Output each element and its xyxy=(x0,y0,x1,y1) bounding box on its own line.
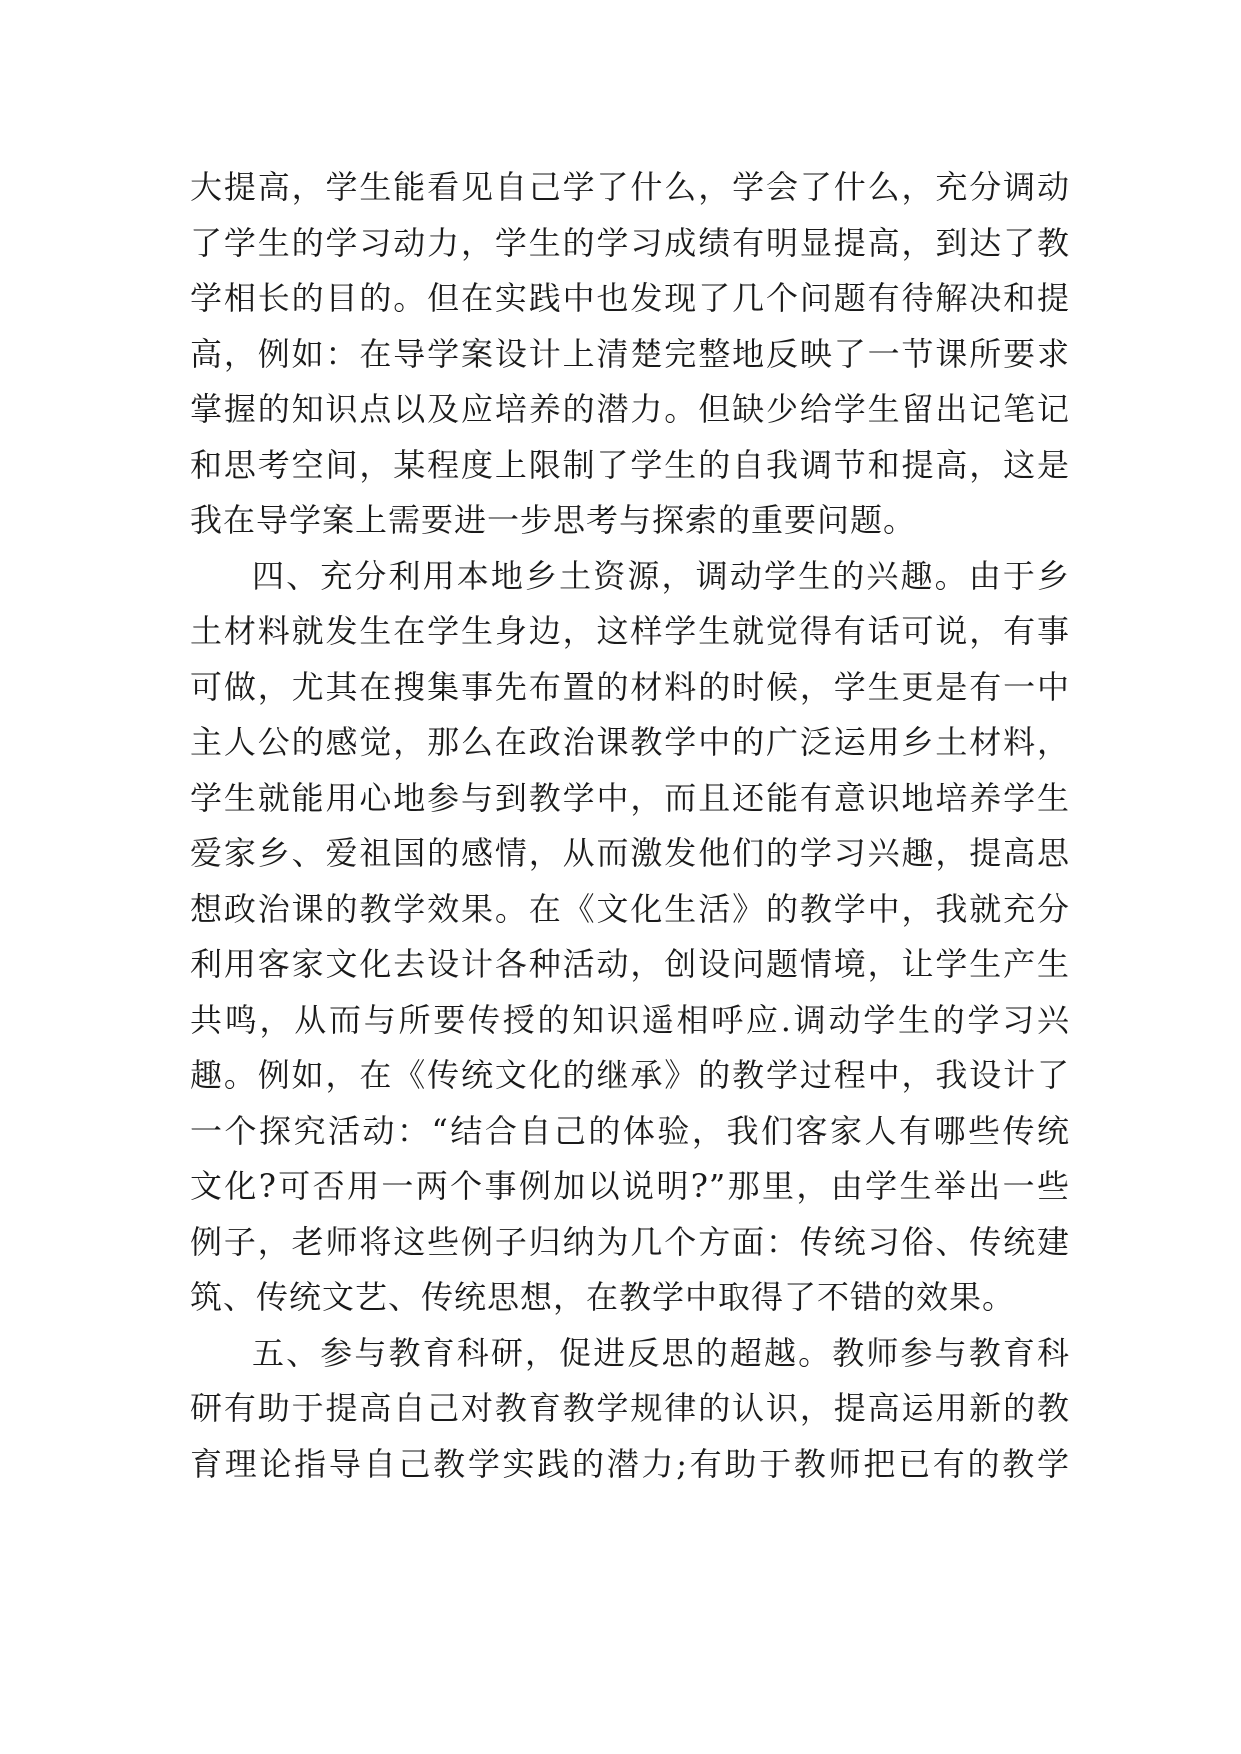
document-body xyxy=(190,160,1070,1492)
text-line: 学相长的目的。但在实践中也发现了几个问题有待解决和提 xyxy=(190,279,1070,317)
text-line: 筑、传统文艺、传统思想，在教学中取得了不错的效果。 xyxy=(190,1278,1016,1316)
text-line: 土材料就发生在学生身边，这样学生就觉得有话可说，有事 xyxy=(190,612,1070,650)
text-line: 一个探究活动：“结合自己的体验，我们客家人有哪些传统 xyxy=(190,1111,1070,1150)
text-line: 共鸣，从而与所要传授的知识遥相呼应.调动学生的学习兴 xyxy=(190,1000,1070,1039)
text-line: 研有助于提高自己对教育教学规律的认识，提高运用新的教 xyxy=(190,1389,1070,1427)
paragraph-first-line: 五、参与教育科研，促进反思的超越。教师参与教育科 xyxy=(252,1333,1070,1372)
text-line: 高，例如：在导学案设计上清楚完整地反映了一节课所要求 xyxy=(190,334,1070,373)
text-line: 主人公的感觉，那么在政治课教学中的广泛运用乡土材料， xyxy=(190,723,1070,761)
text-line: 文化?可否用一两个事例加以说明?”那里，由学生举出一些 xyxy=(190,1167,1070,1205)
text-line: 可做，尤其在搜集事先布置的材料的时候，学生更是有一中 xyxy=(190,667,1070,706)
text-line: 爱家乡、爱祖国的感情，从而激发他们的学习兴趣，提高思 xyxy=(190,834,1070,872)
text-line: 例子，老师将这些例子归纳为几个方面：传统习俗、传统建 xyxy=(190,1222,1070,1261)
text-line: 育理论指导自己教学实践的潜力;有助于教师把已有的教学 xyxy=(190,1444,1070,1483)
text-line: 和思考空间，某程度上限制了学生的自我调节和提高，这是 xyxy=(190,445,1070,484)
text-line: 想政治课的教学效果。在《文化生活》的教学中，我就充分 xyxy=(190,889,1070,928)
paragraph-first-line: 四、充分利用本地乡土资源，调动学生的兴趣。由于乡 xyxy=(252,556,1070,595)
text-line: 利用客家文化去设计各种活动，创设问题情境，让学生产生 xyxy=(190,945,1070,983)
text-line: 大提高，学生能看见自己学了什么，学会了什么，充分调动 xyxy=(190,168,1070,206)
text-line: 我在导学案上需要进一步思考与探索的重要问题。 xyxy=(190,501,917,539)
text-line: 趣。例如，在《传统文化的继承》的教学过程中，我设计了 xyxy=(190,1056,1070,1094)
text-line: 掌握的知识点以及应培养的潜力。但缺少给学生留出记笔记 xyxy=(190,390,1070,428)
text-line: 了学生的学习动力，学生的学习成绩有明显提高，到达了教 xyxy=(190,223,1070,262)
text-line: 学生就能用心地参与到教学中，而且还能有意识地培养学生 xyxy=(190,778,1070,817)
